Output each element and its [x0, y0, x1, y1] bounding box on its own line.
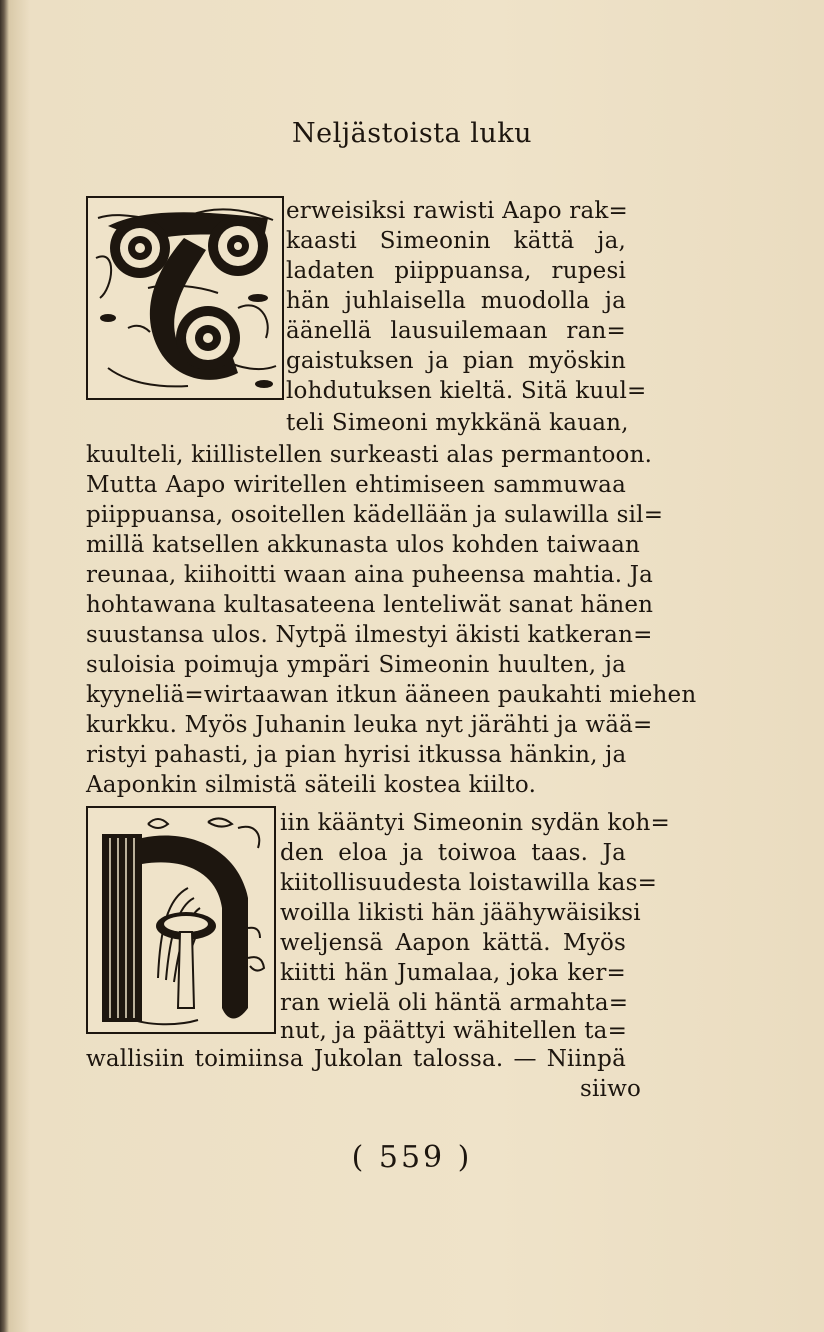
text-line: suloisia poimuja ympäri Simeonin huulten, ja	[86, 652, 626, 678]
drop-cap-n-ornament	[86, 806, 276, 1034]
page-number: ( 559 )	[351, 1140, 473, 1175]
text-line: millä katsellen akkunasta ulos kohden taiwaan	[86, 532, 641, 558]
text-line: kurkku. Myös Juhanin leuka nyt järähti ja wää=	[86, 712, 653, 738]
text-line: erweisiksi rawisti Aapo rak=	[286, 198, 629, 224]
text-line: suustansa ulos. Nytpä ilmestyi äkisti katkeran=	[86, 622, 653, 648]
text-line: piippuansa, osoitellen kädellään ja sulawilla sil=	[86, 502, 664, 528]
text-line: lohdutuksen kieltä. Sitä kuul=	[286, 378, 647, 404]
text-line: iin kääntyi Simeonin sydän koh=	[280, 810, 671, 836]
text-line: Mutta Aapo wiritellen ehtimiseen sammuwaa	[86, 472, 626, 498]
text-line: kiitollisuudesta loistawilla kas=	[280, 870, 658, 896]
text-line: wallisiin toimiinsa Jukolan talossa. — Niinpä	[86, 1046, 626, 1072]
drop-cap-t-ornament	[86, 196, 284, 400]
drop-cap-n-image	[88, 808, 274, 1032]
text-line: gaistuksen ja pian myöskin	[286, 348, 626, 374]
text-line: Aaponkin silmistä säteili kostea kiilto.	[86, 772, 537, 798]
text-line: reunaa, kiihoitti waan aina puheensa mahtia. Ja	[86, 562, 654, 588]
text-line: woilla likisti hän jäähywäisiksi	[280, 900, 641, 926]
text-line: äänellä lausuilemaan ran=	[286, 318, 626, 344]
text-line: ristyi pahasti, ja pian hyrisi itkussa hänkin, ja	[86, 742, 627, 768]
text-line: kaasti Simeonin kättä ja,	[286, 228, 626, 254]
text-line: ran wielä oli häntä armahta=	[280, 990, 629, 1016]
text-line: den eloa ja toiwoa taas. Ja	[280, 840, 626, 866]
chapter-heading: Neljästoista luku	[292, 118, 532, 149]
text-line: hän juhlaisella muodolla ja	[286, 288, 626, 314]
text-line: kyyneliä=wirtaawan itkun ääneen paukahti miehen	[86, 682, 697, 708]
text-line: ladaten piippuansa, rupesi	[286, 258, 626, 284]
text-line: hohtawana kultasateena lenteliwät sanat hänen	[86, 592, 654, 618]
text-line: teli Simeoni mykkänä kauan,	[286, 410, 629, 436]
drop-cap-t-image	[88, 198, 282, 398]
text-line: kuulteli, kiillistellen surkeasti alas permantoon.	[86, 442, 653, 468]
catchword: siiwo	[580, 1076, 642, 1102]
text-line: nut, ja päättyi wähitellen ta=	[280, 1018, 628, 1044]
text-line: kiitti hän Jumalaa, joka ker=	[280, 960, 626, 986]
text-line: weljensä Aapon kättä. Myös	[280, 930, 626, 956]
